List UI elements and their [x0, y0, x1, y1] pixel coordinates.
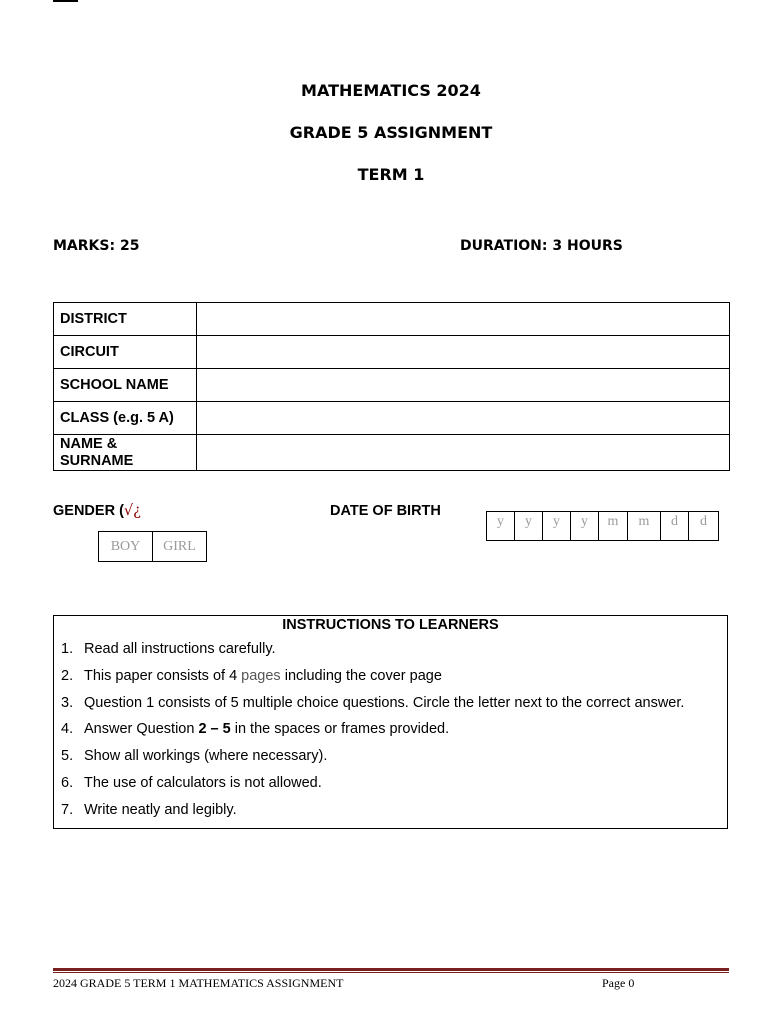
district-field[interactable] — [197, 303, 730, 336]
dob-box[interactable]: y — [571, 512, 599, 540]
info-label: SCHOOL NAME — [54, 369, 197, 402]
gender-boxes — [98, 531, 207, 562]
top-rule — [53, 0, 78, 2]
class-field[interactable] — [197, 402, 730, 435]
dob-box[interactable]: y — [543, 512, 571, 540]
dob-box[interactable]: m — [628, 512, 661, 540]
dob-label: DATE OF BIRTH — [330, 503, 441, 519]
tick-symbol: √¿ — [123, 503, 141, 519]
gender-girl-box[interactable]: GIRL — [163, 538, 196, 554]
paper-assignment: GRADE 5 ASSIGNMENT — [289, 123, 493, 142]
instruction-item: 4. Answer Question 2 – 5 in the spaces or frames provided. — [61, 721, 450, 738]
gender-label: GENDER (√¿ — [53, 503, 141, 519]
info-label: NAME & SURNAME — [54, 435, 197, 471]
info-label: DISTRICT — [54, 303, 197, 336]
dob-box[interactable]: m — [599, 512, 628, 540]
info-row-name — [54, 435, 730, 471]
info-row-circuit — [54, 336, 730, 369]
footer-title: 2024 GRADE 5 TERM 1 MATHEMATICS ASSIGNMENT — [53, 976, 344, 990]
info-label: CLASS (e.g. 5 A) — [54, 402, 197, 435]
info-label: CIRCUIT — [54, 336, 197, 369]
duration-label: DURATION: 3 HOURS — [460, 238, 623, 254]
dob-box[interactable]: d — [661, 512, 689, 540]
school-name-field[interactable] — [197, 369, 730, 402]
paper-subject: MATHEMATICS 2024 — [301, 81, 481, 100]
instruction-item: 2. This paper consists of 4 pages including the cover page — [61, 667, 442, 684]
page-number: Page 0 — [602, 976, 635, 990]
dob-box[interactable]: d — [700, 514, 707, 529]
instruction-item: 6. The use of calculators is not allowed. — [61, 774, 322, 791]
paper-term: TERM 1 — [357, 165, 425, 184]
gender-boy-box[interactable]: BOY — [99, 532, 153, 561]
footer-rule — [53, 968, 729, 971]
info-row-district — [54, 303, 730, 336]
info-row-class — [54, 402, 730, 435]
dob-boxes — [486, 511, 719, 541]
footer-rule-thin — [53, 972, 729, 973]
learner-info-table — [53, 302, 730, 471]
instruction-item: 1. Read all instructions carefully. — [61, 641, 276, 657]
dob-box[interactable]: y — [487, 512, 515, 540]
instruction-item: 3. Question 1 consists of 5 multiple choice questions. Circle the letter next to the correct answer. — [61, 694, 685, 711]
instructions-list — [54, 639, 727, 827]
circuit-field[interactable] — [197, 336, 730, 369]
instruction-item: 5. Show all workings (where necessary). — [61, 748, 328, 765]
instructions-heading: INSTRUCTIONS TO LEARNERS — [282, 617, 499, 633]
instructions-box — [53, 615, 728, 829]
name-surname-field[interactable] — [197, 435, 730, 471]
info-row-school — [54, 369, 730, 402]
instruction-item: 7. Write neatly and legibly. — [61, 801, 237, 818]
marks-label: MARKS: 25 — [53, 238, 140, 254]
dob-box[interactable]: y — [515, 512, 543, 540]
